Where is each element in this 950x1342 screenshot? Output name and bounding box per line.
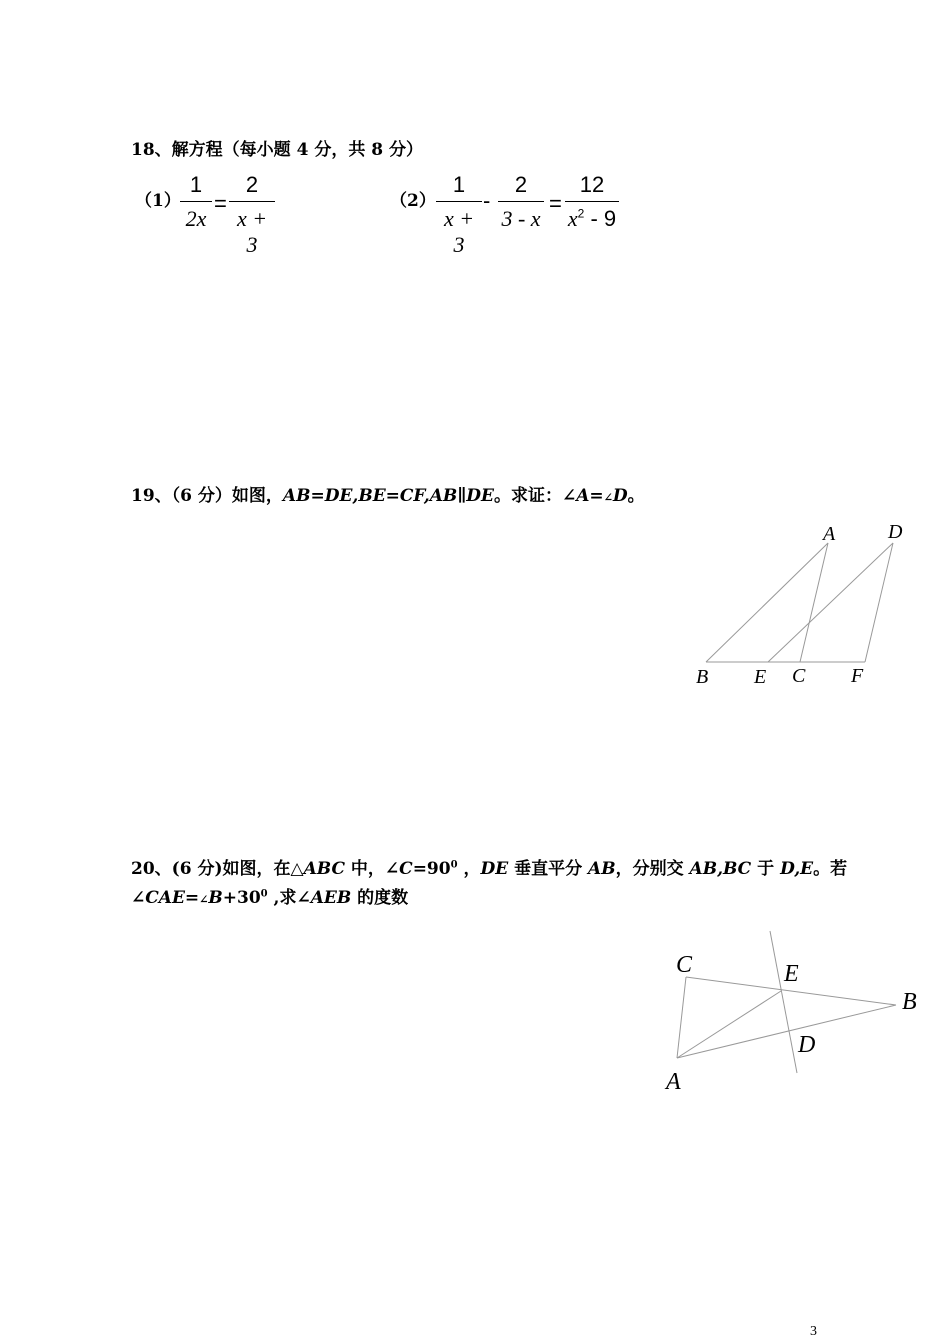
q20-statement-line1: 20、(6 分)如图，在△ABC 中，$\angle C=90^0$ ，DE 垂直平分 AB，分别交 AB,BC 于 D,E。若 xyxy=(131,859,848,879)
numerator: 2 xyxy=(514,172,528,197)
label-d: D xyxy=(798,1032,816,1058)
q18-part1-label: （1） xyxy=(135,191,181,211)
label-c: C xyxy=(792,665,806,687)
q18-p1-right-fraction xyxy=(229,172,275,258)
fraction-bar xyxy=(565,201,619,202)
label-d: D xyxy=(888,521,903,543)
label-a: A xyxy=(666,1069,681,1095)
label-b: B xyxy=(902,989,917,1015)
q18-p1-left-fraction xyxy=(180,172,212,232)
minus-sign: - xyxy=(483,188,491,213)
q18-p2-fraction-b xyxy=(498,172,544,232)
numerator: 2 xyxy=(245,172,259,197)
fraction-bar xyxy=(229,201,275,202)
fraction-bar xyxy=(498,201,544,202)
label-e: E xyxy=(784,961,799,987)
denominator: $x^2 - 9$ xyxy=(567,206,617,231)
segment-ab xyxy=(677,1005,896,1058)
segment-df xyxy=(865,543,893,662)
label-a: A xyxy=(823,523,836,545)
fraction-bar xyxy=(180,201,212,202)
label-e: E xyxy=(754,666,767,688)
segment-ae xyxy=(677,991,781,1058)
fraction-bar xyxy=(436,201,482,202)
denominator: x + 3 xyxy=(443,206,475,257)
denominator: 3 - x xyxy=(501,206,541,231)
denominator: 2x xyxy=(185,206,207,231)
label-c: C xyxy=(676,952,693,978)
segment-ac xyxy=(800,543,828,662)
q18-p2-fraction-c xyxy=(565,172,619,232)
numerator: 1 xyxy=(189,172,203,197)
equals-sign: = xyxy=(214,191,227,216)
denominator: x + 3 xyxy=(236,206,268,257)
perpendicular-bisector-de xyxy=(770,931,797,1073)
equals-sign: = xyxy=(549,191,562,216)
label-b: B xyxy=(696,666,709,688)
label-f: F xyxy=(851,665,864,687)
q19-figure xyxy=(680,515,920,695)
q20-statement-line2: $\angle CAE=\angle B+30^0$ ,求∠AEB 的度数 xyxy=(131,888,409,908)
page-number: 3 xyxy=(810,1324,817,1339)
q20-figure xyxy=(660,925,930,1105)
q18-p2-fraction-a xyxy=(436,172,482,258)
numerator: 1 xyxy=(452,172,466,197)
q19-statement: 19、（6 分）如图，AB=DE,BE=CF,AB∥DE。求证：∠A=∠D。 xyxy=(131,486,645,506)
segment-ca xyxy=(677,977,686,1058)
q18-title: 18、解方程（每小题 4 分，共 8 分） xyxy=(131,140,423,160)
numerator: 12 xyxy=(579,172,605,197)
segment-ba xyxy=(706,543,828,662)
segment-ed xyxy=(768,543,893,662)
q18-part2-label: （2） xyxy=(390,191,436,211)
